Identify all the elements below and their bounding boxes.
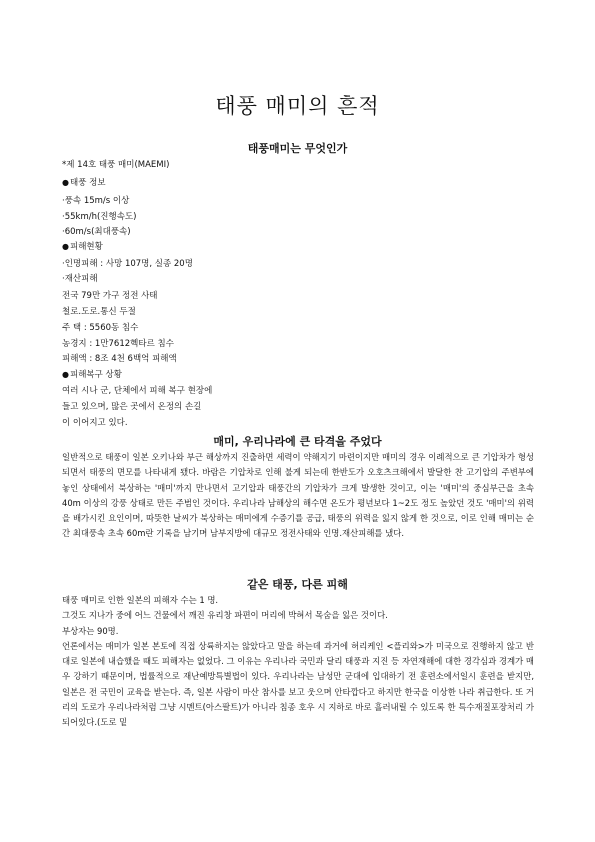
info-line: ·풍속 15m/s 이상 <box>62 196 130 206</box>
damage-line: 농경지 : 1만7612헥타르 침수 <box>62 339 174 349</box>
typhoon-info-heading: 태풍 정보 <box>69 178 106 188</box>
info-line: ·60m/s(최대풍속) <box>62 227 131 237</box>
section3-paragraph: 태풍 매미로 인한 일본의 피해자 수는 1 명. <box>62 595 219 605</box>
damage-line: ·인명피해 : 사망 107명, 실종 20명 <box>62 259 193 269</box>
damage-bullet <box>62 240 103 252</box>
document-title: 태풍 매미의 흔적 <box>215 94 380 118</box>
damage-line: 철로.도로.통신 두절 <box>62 307 136 317</box>
recovery-line: 여러 시나 군, 단체에서 피해 복구 현장에 <box>62 386 213 396</box>
section3-paragraph: 언론에서는 매미가 일본 본토에 직접 상륙하지는 않았다고 말을 하는데 과거에 허리케인 <플리와>가 미국으로 진행하지 않고 반대로 일본에 내습했을 때도 피해자는 없었다. 그 이유는 우리나라 국민과 달리 태풍과 지진 등 자연재해에 대한 경각심과 경계가 매우 강하기 때문이며, 법률적으로 재난예방특별법이 있다. 우리나라는 남성만 군대에 입대하기 전 훈련소에서일시 훈련을 받지만, 일본은 전 국민이 교육을 받는다. 즉, 일본 사람이 마산 참사를 보고 웃으며 안타깝다고 하지만 한국을 이상한 나라 취급한다. 또 거리의 도로가 우리나라처럼 그냥 시멘트(아스팔트)가 아니라 침종 호우 시 지하로 바로 흘러내릴 수 있도록 한 특수재질포장처리 가 되어있다.(도로 밑 <box>62 640 534 728</box>
recovery-line: 들고 있으며, 많은 곳에서 온정의 손길 <box>62 402 202 412</box>
damage-line: 전국 79만 가구 정전 사태 <box>62 291 158 301</box>
recovery-line: 이 이어지고 있다. <box>62 418 128 428</box>
typhoon-info-bullet <box>62 176 106 188</box>
section3-heading: 같은 태풍, 다른 피해 <box>247 578 348 591</box>
recovery-bullet <box>62 368 122 380</box>
recovery-heading: 피해복구 상황 <box>69 370 122 380</box>
section3-paragraph: 부상자는 90명. <box>62 625 119 636</box>
damage-line: 피해액 : 8조 4천 6백억 피해액 <box>62 354 177 364</box>
info-line: ·55km/h(진행속도) <box>62 212 137 222</box>
section2-paragraph: 일반적으로 태풍이 일본 오키나와 부근 해상까지 진출하면 세력이 약해지기 마련이지만 매미의 경우 이례적으로 큰 기압차가 형성되면서 태풍의 면모를 나타내게 됐다. 바람은 기압차로 인해 불게 되는데 한반도가 오호츠크해에서 발달한 찬 고기압의 주변부에 놓인 상태에서 북상하는 '매미'까지 만나면서 고기압과 태풍간의 기압차가 크게 발생한 것이고, 이는 '매미'의 중심부근을 초속 40m 이상의 강풍 상태로 만든 주범인 것이다. 우리나라 남해상의 해수면 온도가 평년보다 1~2도 정도 높았던 것도 '매미'의 위력을 배가시킨 요인이며, 따뜻한 날씨가 북상하는 매미에게 수증기를 공급, 태풍의 위력을 잃지 않게 한 것으로, 이로 인해 매미는 순간 최대풍속 초속 60m란 기록을 남기며 남부지방에 대규모 정전사태와 인명.재산피해를 냈다. <box>62 452 534 539</box>
damage-heading: 피해현황 <box>69 242 103 252</box>
section3-body <box>62 593 534 731</box>
typhoon-label-line: *제 14호 태풍 매미(MAEMI) <box>62 160 170 170</box>
section2-body <box>62 450 534 542</box>
damage-line: ·재산피해 <box>62 274 98 284</box>
section1-heading: 태풍매미는 무엇인가 <box>247 142 348 155</box>
section3-paragraph: 그것도 지나가 중에 어느 건물에서 깨진 유리창 파편이 머리에 박혀서 목숨을 잃은 것이다. <box>62 610 388 621</box>
section2-heading: 매미, 우리나라에 큰 타격을 주었다 <box>213 435 382 448</box>
damage-line: 주 택 : 5560동 침수 <box>62 323 139 333</box>
